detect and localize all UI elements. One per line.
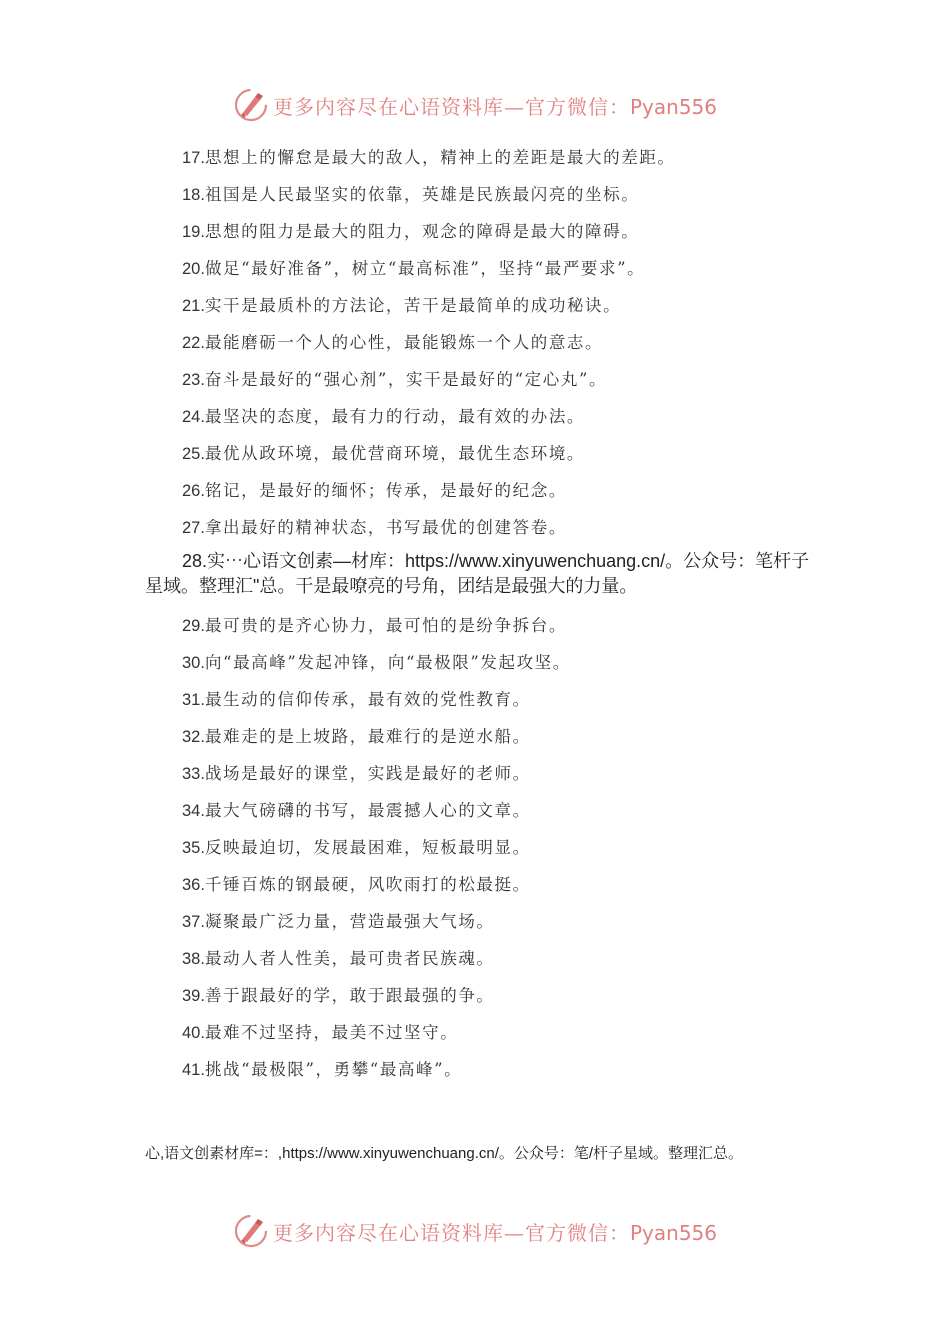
- list-item: 21.实干是最质朴的方法论，苦干是最简单的成功秘诀。: [182, 296, 622, 315]
- list-item: 29.最可贵的是齐心协力，最可怕的是纷争拆台。: [182, 616, 567, 635]
- list-item: 17.思想上的懈怠是最大的敌人，精神上的差距是最大的差距。: [182, 148, 676, 167]
- pen-nib-logo-icon: [233, 1213, 269, 1249]
- list-item: 23.奋斗是最好的“强心剂”，实干是最好的“定心丸”。: [182, 370, 608, 389]
- list-item: 31.最生动的信仰传承，最有效的党性教育。: [182, 690, 531, 709]
- header-banner-text: 更多内容尽在心语资料库—官方微信：Pyan556: [272, 94, 717, 119]
- list-item: 33.战场是最好的课堂，实践是最好的老师。: [182, 764, 531, 783]
- footer-banner: [0, 1211, 950, 1251]
- list-item: 18.祖国是人民最坚实的依靠，英雄是民族最闪亮的坐标。: [182, 185, 640, 204]
- list-item: 27.拿出最好的精神状态，书写最优的创建答卷。: [182, 518, 567, 537]
- list-item: 26.铭记，是最好的缅怀；传承，是最好的纪念。: [182, 481, 567, 500]
- source-footnote: 心,语文创素材库=：,https://www.xinyuwenchuang.cn/。公众号：笔/杆子星域。整理汇总。: [145, 1145, 744, 1162]
- list-item: 30.向“最高峰”发起冲锋，向“最极限”发起攻坚。: [182, 653, 571, 672]
- list-item-28-paragraph: 28.实⋯心语文创素—材库：https://www.xinyuwenchuang.cn/。公众号：笔杆子星域。整理汇"总。干是最嘹亮的号角，团结是最强大的力量。: [145, 551, 810, 596]
- list-item: 37.凝聚最广泛力量，营造最强大气场。: [182, 912, 495, 931]
- list-item: 36.千锤百炼的钢最硬，风吹雨打的松最挺。: [182, 875, 531, 894]
- header-banner: [0, 85, 950, 125]
- list-item: 40.最难不过坚持，最美不过坚守。: [182, 1023, 459, 1042]
- list-item: 39.善于跟最好的学，敢于跟最强的争。: [182, 986, 495, 1005]
- pen-nib-logo-icon: [233, 87, 269, 123]
- list-item: 24.最坚决的态度，最有力的行动，最有效的办法。: [182, 407, 586, 426]
- list-item: 32.最难走的是上坡路，最难行的是逆水船。: [182, 727, 531, 746]
- list-item: 22.最能磨砺一个人的心性，最能锻炼一个人的意志。: [182, 333, 604, 352]
- list-item: 25.最优从政环境，最优营商环境，最优生态环境。: [182, 444, 586, 463]
- list-item: 34.最大气磅礴的书写，最震撼人心的文章。: [182, 801, 531, 820]
- list-item: 19.思想的阻力是最大的阻力，观念的障碍是最大的障碍。: [182, 222, 640, 241]
- footer-banner-text: 更多内容尽在心语资料库—官方微信：Pyan556: [272, 1220, 717, 1245]
- list-item: 41.挑战“最极限”，勇攀“最高峰”。: [182, 1060, 463, 1079]
- list-item: 35.反映最迫切，发展最困难，短板最明显。: [182, 838, 531, 857]
- list-item: 38.最动人者人性美，最可贵者民族魂。: [182, 949, 495, 968]
- list-item: 20.做足“最好准备”，树立“最高标准”，坚持“最严要求”。: [182, 259, 646, 278]
